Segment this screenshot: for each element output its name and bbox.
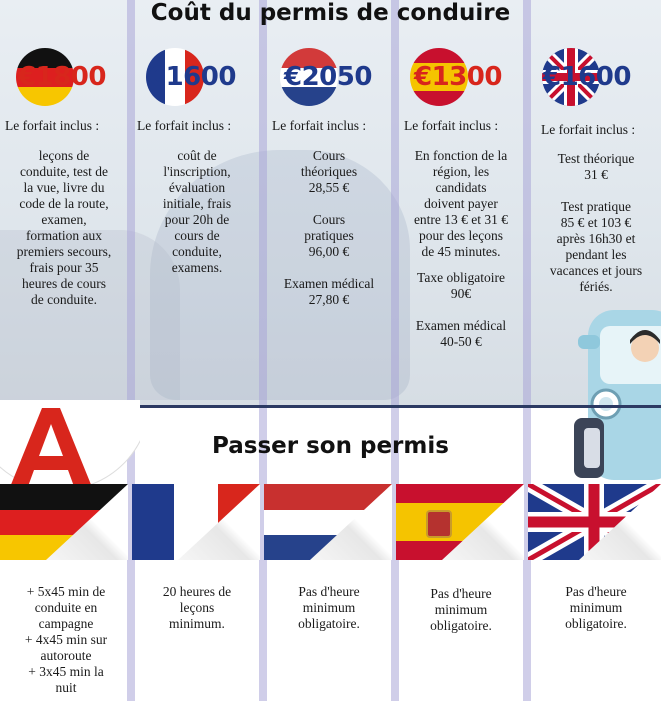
details-united-kingdom [532,151,660,295]
price-germany: €1800 [18,62,106,92]
detail-line: fériés. [579,279,613,294]
rule-line: minimum [302,600,356,615]
detail-line: conduite, [172,244,222,259]
detail-line: doivent payer [424,196,498,211]
rules-germany [4,584,128,696]
price-spain: €1300 [414,62,502,92]
included-label-germany: Le forfait inclus : [5,118,100,133]
rule-line: obligatoire. [430,618,492,633]
germany-flag-icon [0,484,128,560]
rule-line: leçons [179,600,215,615]
spain-flag-icon [396,484,524,560]
rule-line: autoroute [40,648,92,663]
detail-line: de 45 minutes. [421,244,501,259]
detail-spacer [532,183,660,199]
rules-spain [400,586,522,634]
details-spain [400,148,522,350]
rule-line: + 4x45 min sur [24,632,108,647]
rule-line: Pas d'heure [298,584,360,599]
detail-line: pour 20h de [164,212,230,227]
detail-line: Test pratique [561,199,631,214]
united-kingdom-flag-icon [528,484,661,560]
column-stripe [259,0,267,701]
detail-line: formation aux [25,228,103,243]
rule-line: obligatoire. [298,616,360,631]
column-stripe [127,0,135,701]
detail-line: coût de [177,148,217,163]
column-stripe [523,0,531,701]
detail-line: entre 13 € et 31 € [413,212,509,227]
included-label-spain: Le forfait inclus : [404,118,499,133]
rule-line: conduite en [34,600,98,615]
rule-line: minimum [434,602,488,617]
detail-line: évaluation [168,180,226,195]
section-title: Passer son permis [212,433,449,459]
detail-line: pour des leçons [419,228,503,243]
included-label-united-kingdom: Le forfait inclus : [541,122,636,137]
detail-line: 90€ [450,286,472,301]
detail-spacer [400,302,522,318]
detail-line: région, les [432,164,490,179]
detail-line: Examen médical [415,318,507,333]
detail-line: de conduite. [31,292,97,307]
details-netherlands [268,148,390,308]
detail-line: Taxe obligatoire [417,270,505,285]
rules-united-kingdom [532,584,660,632]
detail-line: vacances et jours [549,263,643,278]
detail-line: heures de cours [22,276,106,291]
detail-line: pratiques [304,228,354,243]
detail-line: leçons de [38,148,90,163]
rules-netherlands [268,584,390,632]
rule-line: campagne [38,616,94,631]
car-illustration [570,300,661,490]
rule-line: obligatoire. [565,616,627,631]
detail-line: Test théorique [557,151,635,166]
rule-line: + 5x45 min de [26,584,106,599]
detail-spacer [268,196,390,212]
detail-line: après 16h30 et [556,231,636,246]
detail-spacer [400,260,522,270]
details-france [136,148,258,276]
france-flag-icon [132,484,260,560]
detail-line: Cours [312,148,346,163]
included-label-netherlands: Le forfait inclus : [272,118,367,133]
rule-line: Pas d'heure [430,586,492,601]
rule-line: nuit [55,680,77,695]
detail-line: initiale, frais [162,196,232,211]
rule-line: minimum. [169,616,225,631]
column-stripe [391,0,399,701]
detail-line: frais pour 35 [29,260,99,275]
detail-line: cours de [174,228,220,243]
detail-spacer [268,260,390,276]
included-label-france: Le forfait inclus : [137,118,232,133]
detail-line: 40-50 € [440,334,482,349]
price-france: €1600 [148,62,236,92]
detail-line: 85 € et 103 € [560,215,632,230]
detail-line: examen, [41,212,87,227]
details-germany [2,148,126,308]
detail-line: conduite, test de [19,164,109,179]
detail-line: 27,80 € [308,292,350,307]
detail-line: Examen médical [283,276,375,291]
detail-line: En fonction de la [414,148,508,163]
netherlands-flag-icon [264,484,392,560]
page-title: Coût du permis de conduire [150,0,511,26]
detail-line: 96,00 € [308,244,350,259]
detail-line: la vue, livre du [23,180,105,195]
detail-line: Cours [312,212,346,227]
rule-line: minimum [569,600,623,615]
detail-line: code de la route, [19,196,109,211]
detail-line: théoriques [300,164,358,179]
rule-line: Pas d'heure [565,584,627,599]
detail-line: 28,55 € [308,180,350,195]
price-united-kingdom: €1600 [543,62,631,92]
detail-line: l'inscription, [163,164,231,179]
rule-line: + 3x45 min la [28,664,104,679]
detail-line: premiers secours, [16,244,112,259]
detail-line: examens. [171,260,223,275]
detail-line: 31 € [584,167,608,182]
rules-france [136,584,258,632]
rule-line: 20 heures de [162,584,232,599]
price-netherlands: €2050 [284,62,372,92]
detail-line: pendant les [565,247,627,262]
detail-line: candidats [435,180,487,195]
